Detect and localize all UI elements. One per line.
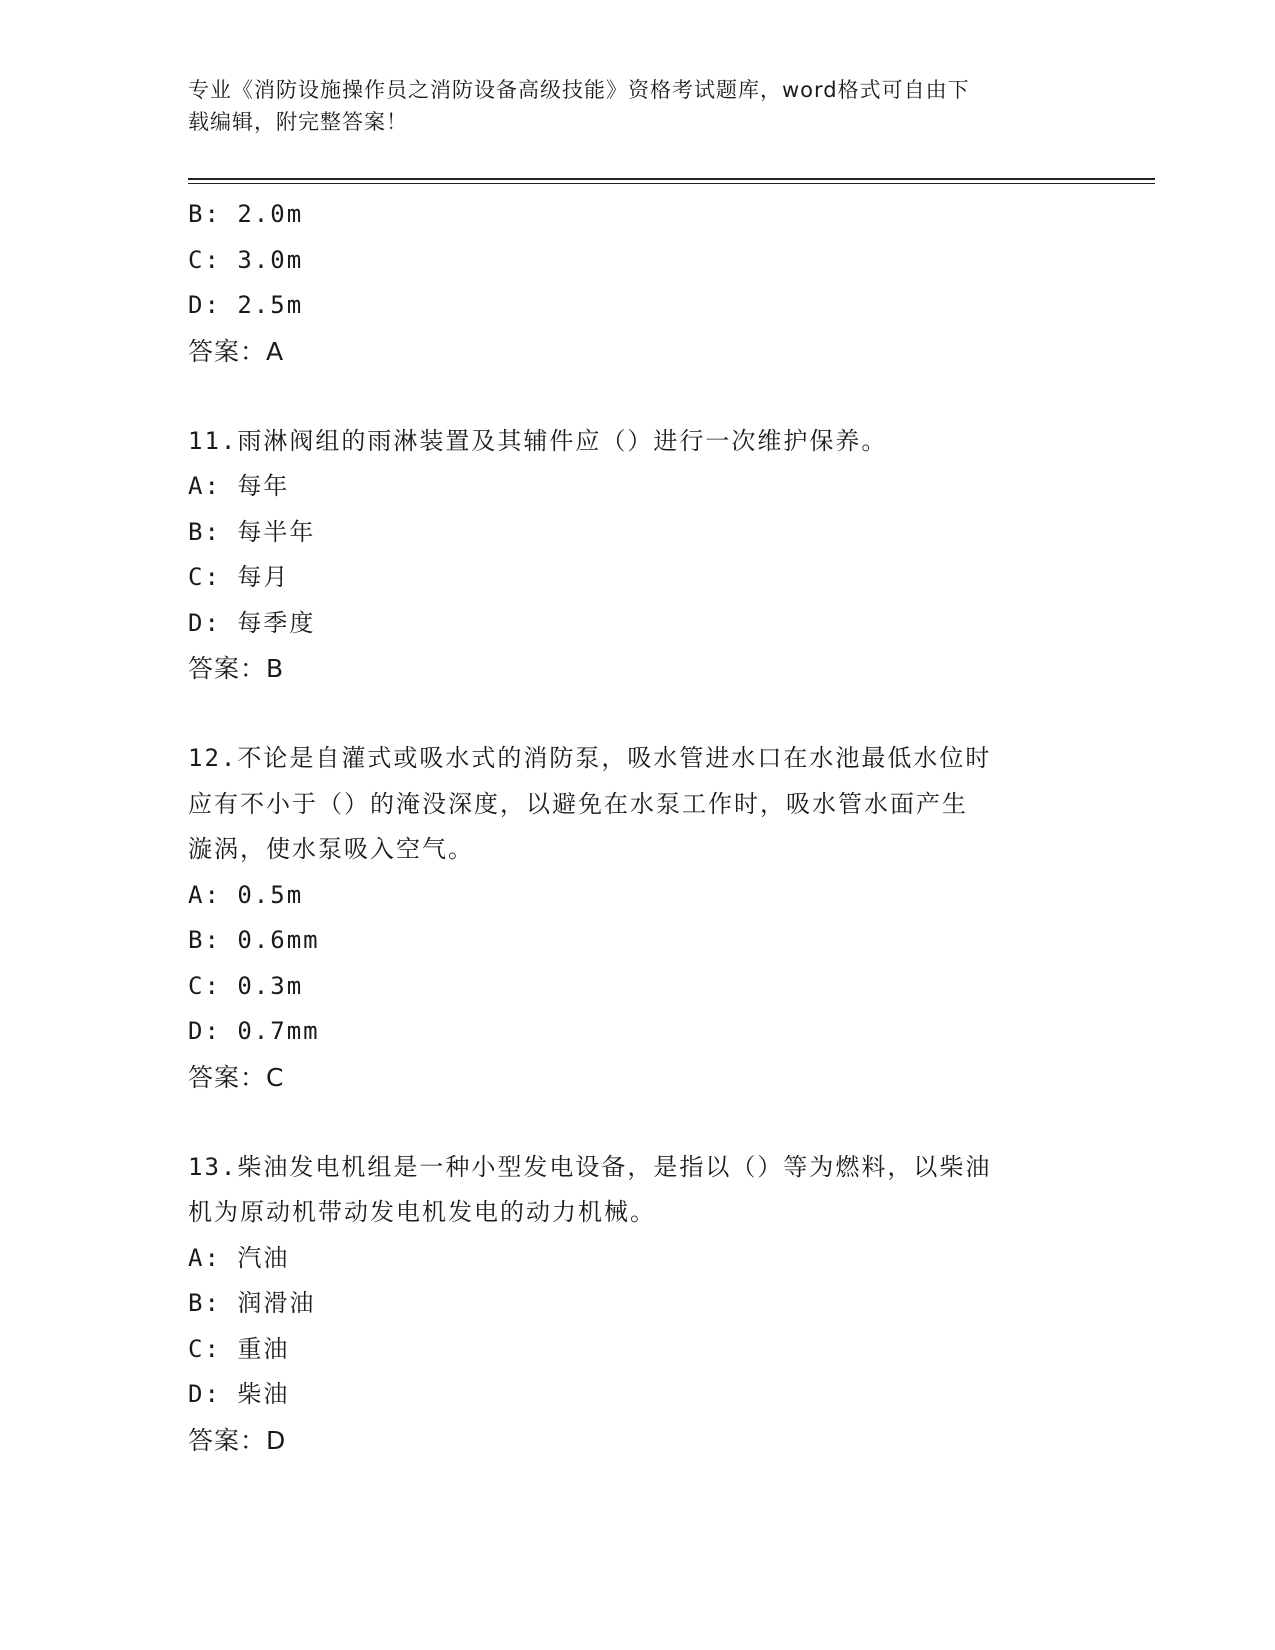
question-12 bbox=[188, 736, 1088, 1101]
question-13 bbox=[188, 1145, 1088, 1464]
answer-line: 答案：B bbox=[188, 654, 285, 683]
answer-line: 答案：A bbox=[188, 336, 285, 366]
question-11 bbox=[188, 419, 1088, 693]
header-divider-thin bbox=[188, 183, 1155, 184]
option-b: B: 0.6mm bbox=[188, 926, 320, 954]
option-d: D: 0.7mm bbox=[188, 1017, 320, 1045]
document-header bbox=[188, 74, 1068, 138]
question-text-line-2: 机为原动机带动发电机发电的动力机械。 bbox=[188, 1198, 656, 1226]
spacer bbox=[188, 692, 1088, 736]
answer-line: 答案：C bbox=[188, 1062, 285, 1092]
question-list bbox=[188, 192, 1088, 1464]
question-text-line-3: 漩涡，使水泵吸入空气。 bbox=[188, 835, 474, 863]
spacer bbox=[188, 375, 1088, 419]
option-a: A: 汽油 bbox=[188, 1243, 290, 1272]
option-b: B: 每半年 bbox=[188, 517, 316, 546]
option-b: B: 2.0m bbox=[188, 200, 304, 228]
option-a: A: 每年 bbox=[188, 472, 290, 500]
option-c: C: 0.3m bbox=[188, 971, 304, 1000]
option-c: C: 重油 bbox=[188, 1334, 290, 1363]
question-text-line-1: 13.柴油发电机组是一种小型发电设备，是指以（）等为燃料，以柴油 bbox=[188, 1152, 992, 1181]
question-text: 11.雨淋阀组的雨淋装置及其辅件应（）进行一次维护保养。 bbox=[188, 426, 888, 455]
spacer bbox=[188, 1101, 1088, 1145]
option-d: D: 每季度 bbox=[188, 608, 316, 637]
option-c: C: 每月 bbox=[188, 563, 290, 591]
answer-line: 答案：D bbox=[188, 1425, 287, 1455]
header-divider-thick bbox=[188, 178, 1155, 180]
question-text-line-1: 12.不论是自灌式或吸水式的消防泵，吸水管进水口在水池最低水位时 bbox=[188, 744, 992, 772]
header-line-1: 专业《消防设施操作员之消防设备高级技能》资格考试题库，word格式可自由下 bbox=[188, 78, 970, 102]
option-a: A: 0.5m bbox=[188, 880, 304, 909]
option-c: C: 3.0m bbox=[188, 245, 304, 274]
question-text-line-2: 应有不小于（）的淹没深度，以避免在水泵工作时，吸水管水面产生 bbox=[188, 789, 968, 818]
option-b: B: 润滑油 bbox=[188, 1289, 316, 1317]
option-d: D: 2.5m bbox=[188, 291, 304, 319]
question-10-tail bbox=[188, 192, 1088, 375]
option-d: D: 柴油 bbox=[188, 1380, 290, 1408]
header-line-2: 载编辑，附完整答案！ bbox=[188, 110, 408, 134]
